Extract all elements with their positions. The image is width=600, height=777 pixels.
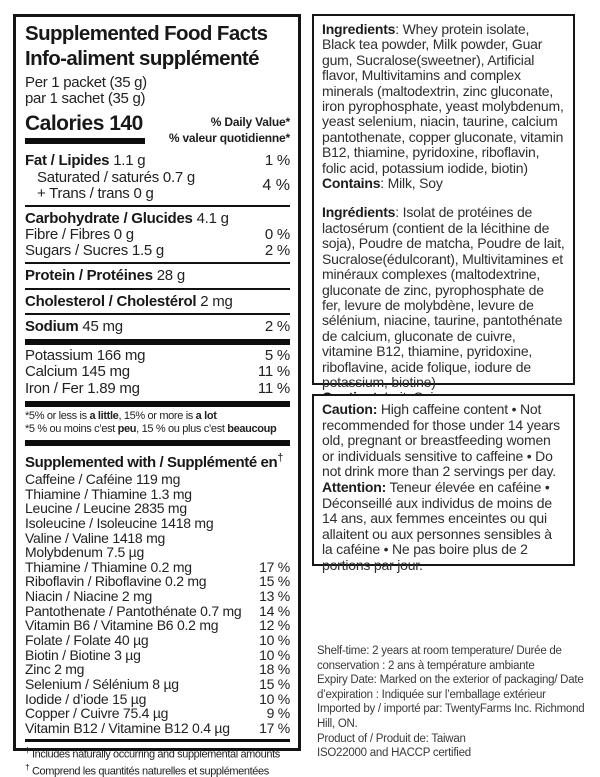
- panel-title-en: Supplemented Food Facts: [25, 22, 268, 45]
- serving-size-en: Per 1 packet (35 g): [25, 74, 147, 91]
- dv-footnote-en: *5% or less is a little, 15% or more is a lot: [25, 409, 217, 422]
- thick-rule: [25, 339, 290, 345]
- supplement-row: Biotin / Biotine 3 µg 10 %: [25, 646, 290, 663]
- supplement-row: Caffeine / Caféine 119 mg: [25, 470, 181, 487]
- calories-underline-bar: [25, 138, 145, 144]
- supplement-row: Folate / Folate 40 µg 10 %: [25, 632, 290, 649]
- separator-rule: [25, 262, 290, 264]
- nutrient-row-protein: [25, 267, 290, 285]
- sodium-name: Sodium 45 mg: [25, 318, 123, 335]
- contains-line-en: Contains: Milk, Soy: [322, 175, 443, 192]
- daily-value-en: % Daily Value*: [210, 115, 290, 129]
- certification-line: ISO22000 and HACCP certified: [317, 747, 471, 760]
- supplement-row: Leucine / Leucine 2835 mg: [25, 500, 187, 517]
- nutrient-row-fibre: [25, 227, 290, 243]
- iron-name: Iron / Fer 1.89 mg: [25, 380, 140, 398]
- protein-name: Protein / Protéines 28 g: [25, 267, 185, 284]
- potassium-name: Potassium 166 mg: [25, 346, 146, 364]
- calcium-name: Calcium 145 mg: [25, 363, 130, 381]
- nutrition-facts-panel: [13, 14, 301, 777]
- supplement-row: Copper / Cuivre 75.4 µg 9 %: [25, 705, 290, 722]
- nutrient-row-fat: [25, 152, 290, 170]
- caution-label-en: Caution:: [322, 401, 378, 417]
- nutrient-row-iron: [25, 381, 290, 398]
- potassium-pct: 5 %: [264, 346, 290, 364]
- carb-name: Carbohydrate / Glucides 4.1 g: [25, 209, 229, 227]
- nutrient-row-calcium: [25, 364, 290, 381]
- cholesterol-name: Cholesterol / Cholestérol 2 mg: [25, 292, 233, 310]
- daily-value-header: [169, 112, 290, 146]
- fat-pct: 1 %: [264, 152, 290, 169]
- ingredients-label-fr: Ingrédients: [322, 204, 396, 221]
- sugars-name: Sugars / Sucres 1.5 g: [25, 242, 164, 259]
- contains-label-en: Contains: [322, 175, 381, 192]
- product-of-line: Product of / Produit de: Taiwan: [317, 732, 466, 745]
- nutrient-row-saturated-trans: [25, 170, 290, 202]
- supplement-row: Iodide / d’iode 15 µg 10 %: [25, 690, 290, 707]
- calories-label: Calories: [25, 112, 104, 135]
- dagger-note-en: † Includes naturally occurring and supplemental amounts: [25, 744, 280, 761]
- supplement-row: Riboflavin / Riboflavine 0.2 mg 15 %: [25, 573, 290, 590]
- separator-rule: [25, 313, 290, 315]
- sodium-pct: 2 %: [264, 318, 290, 335]
- calories-block: [25, 112, 145, 144]
- supplement-row: Pantothenate / Pantothénate 0.7 mg 14 %: [25, 602, 290, 619]
- fibre-name: Fibre / Fibres 0 g: [25, 226, 134, 243]
- separator-rule: [25, 205, 290, 207]
- nutrient-row-sodium: [25, 318, 290, 336]
- thick-rule: [25, 440, 290, 446]
- expiry-date-line: Expiry Date: Marked on the exterior of packaging/ Date d’expiration : Indiquée sur l’emballage extérieur: [317, 674, 584, 701]
- dv-footnote-fr: *5 % ou moins c’est peu, 15 % ou plus c’est beaucoup: [25, 423, 277, 436]
- sugars-pct: 2 %: [264, 242, 290, 259]
- calcium-pct: 11 %: [257, 363, 290, 381]
- daily-value-fr: % valeur quotidienne*: [168, 131, 290, 145]
- calories-line: [25, 112, 145, 135]
- supplemented-with-heading: Supplemented with / Supplémenté en†: [25, 451, 283, 471]
- caution-box: [312, 394, 575, 573]
- thick-rule: [25, 401, 290, 407]
- panel-title-fr: Info-aliment supplémenté: [25, 47, 259, 70]
- nutrient-row-carbohydrate: [25, 210, 290, 228]
- fibre-pct: 0 %: [264, 226, 290, 243]
- iron-pct: 11 %: [257, 380, 290, 398]
- saturated-trans-pct: 4 %: [262, 176, 290, 194]
- saturated-trans-names: [25, 170, 195, 202]
- ingredients-label-en: Ingredients: [322, 21, 396, 37]
- supplement-row: Isoleucine / Isoleucine 1418 mg: [25, 514, 214, 531]
- caution-paragraph-en: Caution: High caffeine content • Not recommended for those under 14 years old, pregnant or breastfeeding women or individuals sensitive to caffeine • Do not drink more than 2 servings per day.: [322, 401, 560, 480]
- supplement-row: Molybdenum 7.5 µg: [25, 544, 144, 561]
- product-info-footer: [317, 644, 593, 761]
- dagger-note-fr: † Comprend les quantités naturelles et supplémentées: [25, 762, 269, 777]
- caution-label-fr: Attention:: [322, 478, 387, 495]
- serving-size-fr: par 1 sachet (35 g): [25, 90, 146, 107]
- saturated-name: Saturated / saturés 0.7 g: [37, 168, 196, 186]
- supplement-row: Selenium / Sélénium 8 µg 15 %: [25, 676, 290, 693]
- ingredients-paragraph-fr: Ingrédients: Isolat de protéines de lactosérum (contient de la lécithine de soja), Poudre de matcha, Poudre de lait, Sucralose(édulcorant), Multivitamines et minéraux complexes (maltodextrine, gluconate de zinc, pyrophosphate de fer, levure de molybdène, levure de sélénium, niacine, taurine, pantothénate de calcium, gluconate de cuivre, vitamine B12, thiamine, pyridoxine, riboflavine, acide folique, iodure de potassium, biotine): [322, 204, 565, 390]
- ingredients-paragraph-en: Ingredients: Whey protein isolate, Black tea powder, Milk powder, Guar gum, Sucralose(sweetner), Artificial flavor, Multivitamins and complex minerals (maltodextrin, zinc gluconate, iron pyrophosphate, yeast molybdenum, yeast selenium, niacin, taurine, calcium pantothenate, copper gluconate, vitamin B12, thiamine, pyridoxine, riboflavin, folic acid, potassium iodide, biotin): [322, 21, 564, 176]
- separator-rule: [25, 288, 290, 290]
- caution-paragraph-fr: Attention: Teneur élevée en caféine • Déconseillé aux individus de moins de 14 ans, aux femmes enceintes ou qui allaitent ou aux personnes sensibles à la caféine • Ne pas boire plus de 2 portions par jour.: [322, 478, 552, 573]
- fat-name: Fat / Lipides 1.1 g: [25, 152, 146, 169]
- supplement-row: Thiamine / Thiamine 1.3 mg: [25, 485, 192, 502]
- dagger-symbol: †: [277, 451, 283, 464]
- supplement-row: Niacin / Niacine 2 mg 13 %: [25, 588, 290, 605]
- supplement-row: Thiamine / Thiamine 0.2 mg 17 %: [25, 558, 290, 575]
- imported-by-line: Imported by / importé par: TwentyFarms Inc. Richmond Hill, ON.: [317, 703, 585, 730]
- calories-section: [25, 112, 290, 146]
- calories-value: 140: [109, 112, 143, 135]
- nutrient-row-cholesterol: [25, 293, 290, 311]
- nutrient-row-sugars: [25, 243, 290, 259]
- medium-rule: [25, 739, 290, 742]
- shelf-time-line: Shelf-time: 2 years at room temperature/ Durée de conservation : 2 ans à température ambiante: [317, 645, 562, 672]
- supplement-row: Vitamin B6 / Vitamine B6 0.2 mg 12 %: [25, 617, 290, 634]
- supplement-row: Vitamin B12 / Vitamine B12 0.4 µg 17 %: [25, 720, 290, 737]
- nutrient-row-potassium: [25, 348, 290, 365]
- ingredients-box: [312, 14, 575, 390]
- trans-name: + Trans / trans 0 g: [37, 184, 154, 202]
- supplement-row: Zinc 2 mg 18 %: [25, 661, 290, 678]
- supplement-row: Valine / Valine 1418 mg: [25, 529, 166, 546]
